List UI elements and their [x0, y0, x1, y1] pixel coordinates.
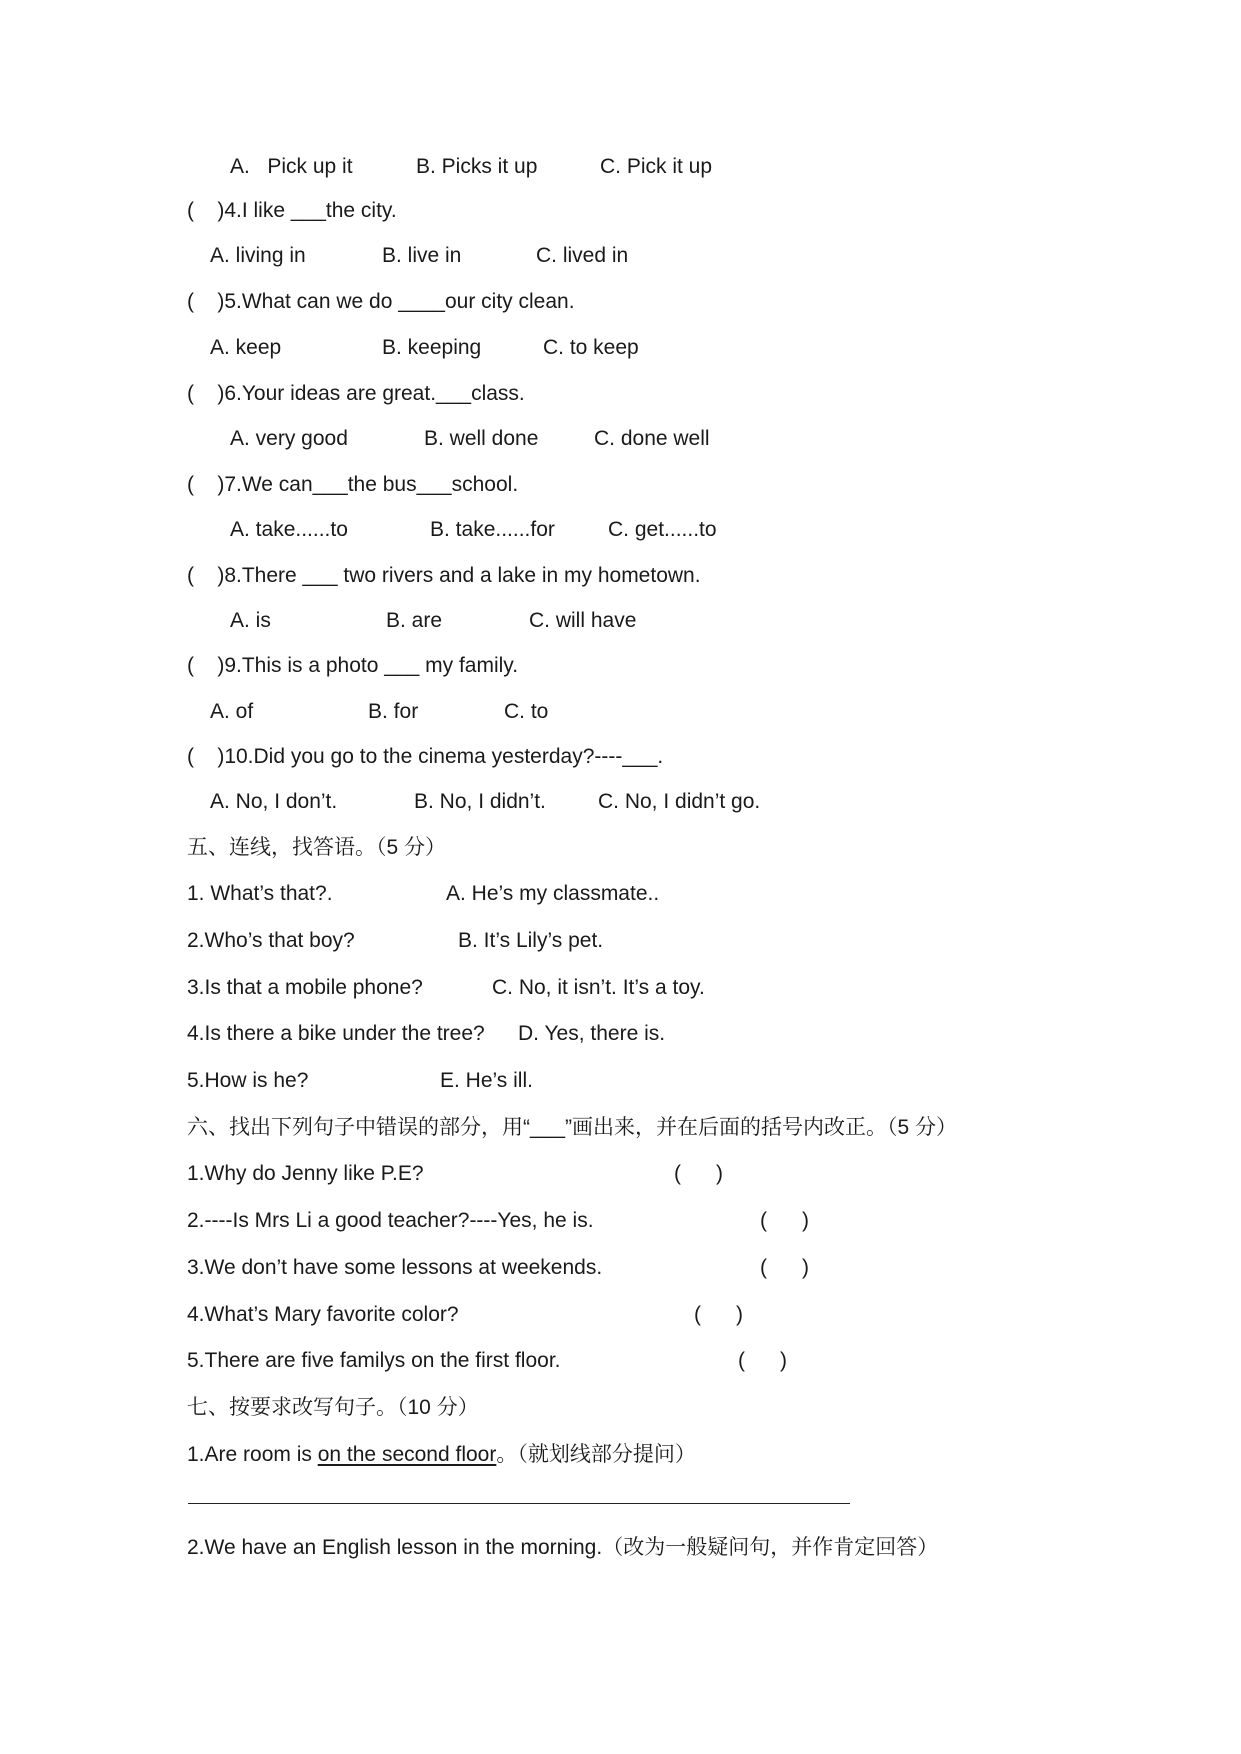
correction-bracket-3: ( ): [760, 1256, 809, 1279]
correction-item-5: 5.There are five familys on the first floor.: [187, 1349, 561, 1372]
q5-option-c: C. to keep: [543, 336, 639, 359]
match-answer-e: E. He’s ill.: [440, 1069, 533, 1092]
correction-bracket-5: ( ): [738, 1349, 787, 1372]
q10-option-a: A. No, I don’t.: [210, 790, 338, 813]
q7-option-a: A. take......to: [230, 518, 348, 541]
q6-option-a: A. very good: [230, 427, 348, 450]
q5-stem: ( )5.What can we do ____our city clean.: [187, 290, 575, 313]
rewrite-item-1: [187, 1442, 696, 1468]
q3-option-b: B. Picks it up: [416, 155, 538, 178]
q9-option-c: C. to: [504, 700, 549, 723]
q8-option-a: A. is: [230, 609, 271, 632]
answer-line[interactable]: [188, 1503, 850, 1504]
q10-option-c: C. No, I didn’t go.: [598, 790, 761, 813]
correction-item-4: 4.What’s Mary favorite color?: [187, 1303, 459, 1326]
q4-stem: ( )4.I like ___the city.: [187, 199, 397, 222]
match-question-1: 1. What’s that?.: [187, 882, 333, 905]
q5-option-a: A. keep: [210, 336, 282, 359]
section7-heading: 七、按要求改写句子。（10 分）: [187, 1396, 479, 1419]
correction-item-2: 2.----Is Mrs Li a good teacher?----Yes, he is.: [187, 1209, 594, 1232]
q7-option-c: C. get......to: [608, 518, 717, 541]
q6-stem: ( )6.Your ideas are great.___class.: [187, 382, 525, 405]
q8-stem: ( )8.There ___ two rivers and a lake in my hometown.: [187, 564, 701, 587]
q6-option-c: C. done well: [594, 427, 710, 450]
q8-option-c: C. will have: [529, 609, 637, 632]
q7-option-b: B. take......for: [430, 518, 555, 541]
q9-option-a: A. of: [210, 700, 254, 723]
rewrite-item-1-prefix: 1.Are room is: [187, 1443, 318, 1466]
rewrite-item-1-suffix: 。（就划线部分提问）: [496, 1443, 696, 1466]
match-answer-b: B. It’s Lily’s pet.: [458, 929, 604, 952]
q9-stem: ( )9.This is a photo ___ my family.: [187, 654, 519, 677]
correction-item-1: 1.Why do Jenny like P.E?: [187, 1162, 424, 1185]
match-question-2: 2.Who’s that boy?: [187, 929, 355, 952]
match-answer-a: A. He’s my classmate..: [446, 882, 660, 905]
q5-option-b: B. keeping: [382, 336, 482, 359]
match-answer-c: C. No, it isn’t. It’s a toy.: [492, 976, 705, 999]
correction-item-3: 3.We don’t have some lessons at weekends.: [187, 1256, 603, 1279]
q3-option-a: A. Pick up it: [230, 155, 353, 178]
q4-option-c: C. lived in: [536, 244, 629, 267]
section5-heading: 五、连线，找答语。（5 分）: [187, 836, 447, 859]
correction-bracket-1: ( ): [674, 1162, 723, 1185]
q10-option-b: B. No, I didn’t.: [414, 790, 546, 813]
q9-option-b: B. for: [368, 700, 419, 723]
rewrite-item-1-underlined: on the second floor: [317, 1443, 497, 1466]
match-question-5: 5.How is he?: [187, 1069, 309, 1092]
match-answer-d: D. Yes, there is.: [518, 1022, 666, 1045]
correction-bracket-2: ( ): [760, 1209, 809, 1232]
section6-heading: 六、找出下列句子中错误的部分，用“___”画出来，并在后面的括号内改正。（5 分）: [187, 1116, 958, 1139]
q6-option-b: B. well done: [424, 427, 539, 450]
rewrite-item-2: 2.We have an English lesson in the morning.（改为一般疑问句，并作肯定回答）: [187, 1536, 939, 1559]
correction-bracket-4: ( ): [694, 1303, 743, 1326]
q7-stem: ( )7.We can___the bus___school.: [187, 473, 519, 496]
q4-option-b: B. live in: [382, 244, 462, 267]
q4-option-a: A. living in: [210, 244, 306, 267]
match-question-3: 3.Is that a mobile phone?: [187, 976, 423, 999]
q8-option-b: B. are: [386, 609, 443, 632]
match-question-4: 4.Is there a bike under the tree?: [187, 1022, 485, 1045]
q3-option-c: C. Pick it up: [600, 155, 713, 178]
q10-stem: ( )10.Did you go to the cinema yesterday?----___.: [187, 745, 664, 768]
